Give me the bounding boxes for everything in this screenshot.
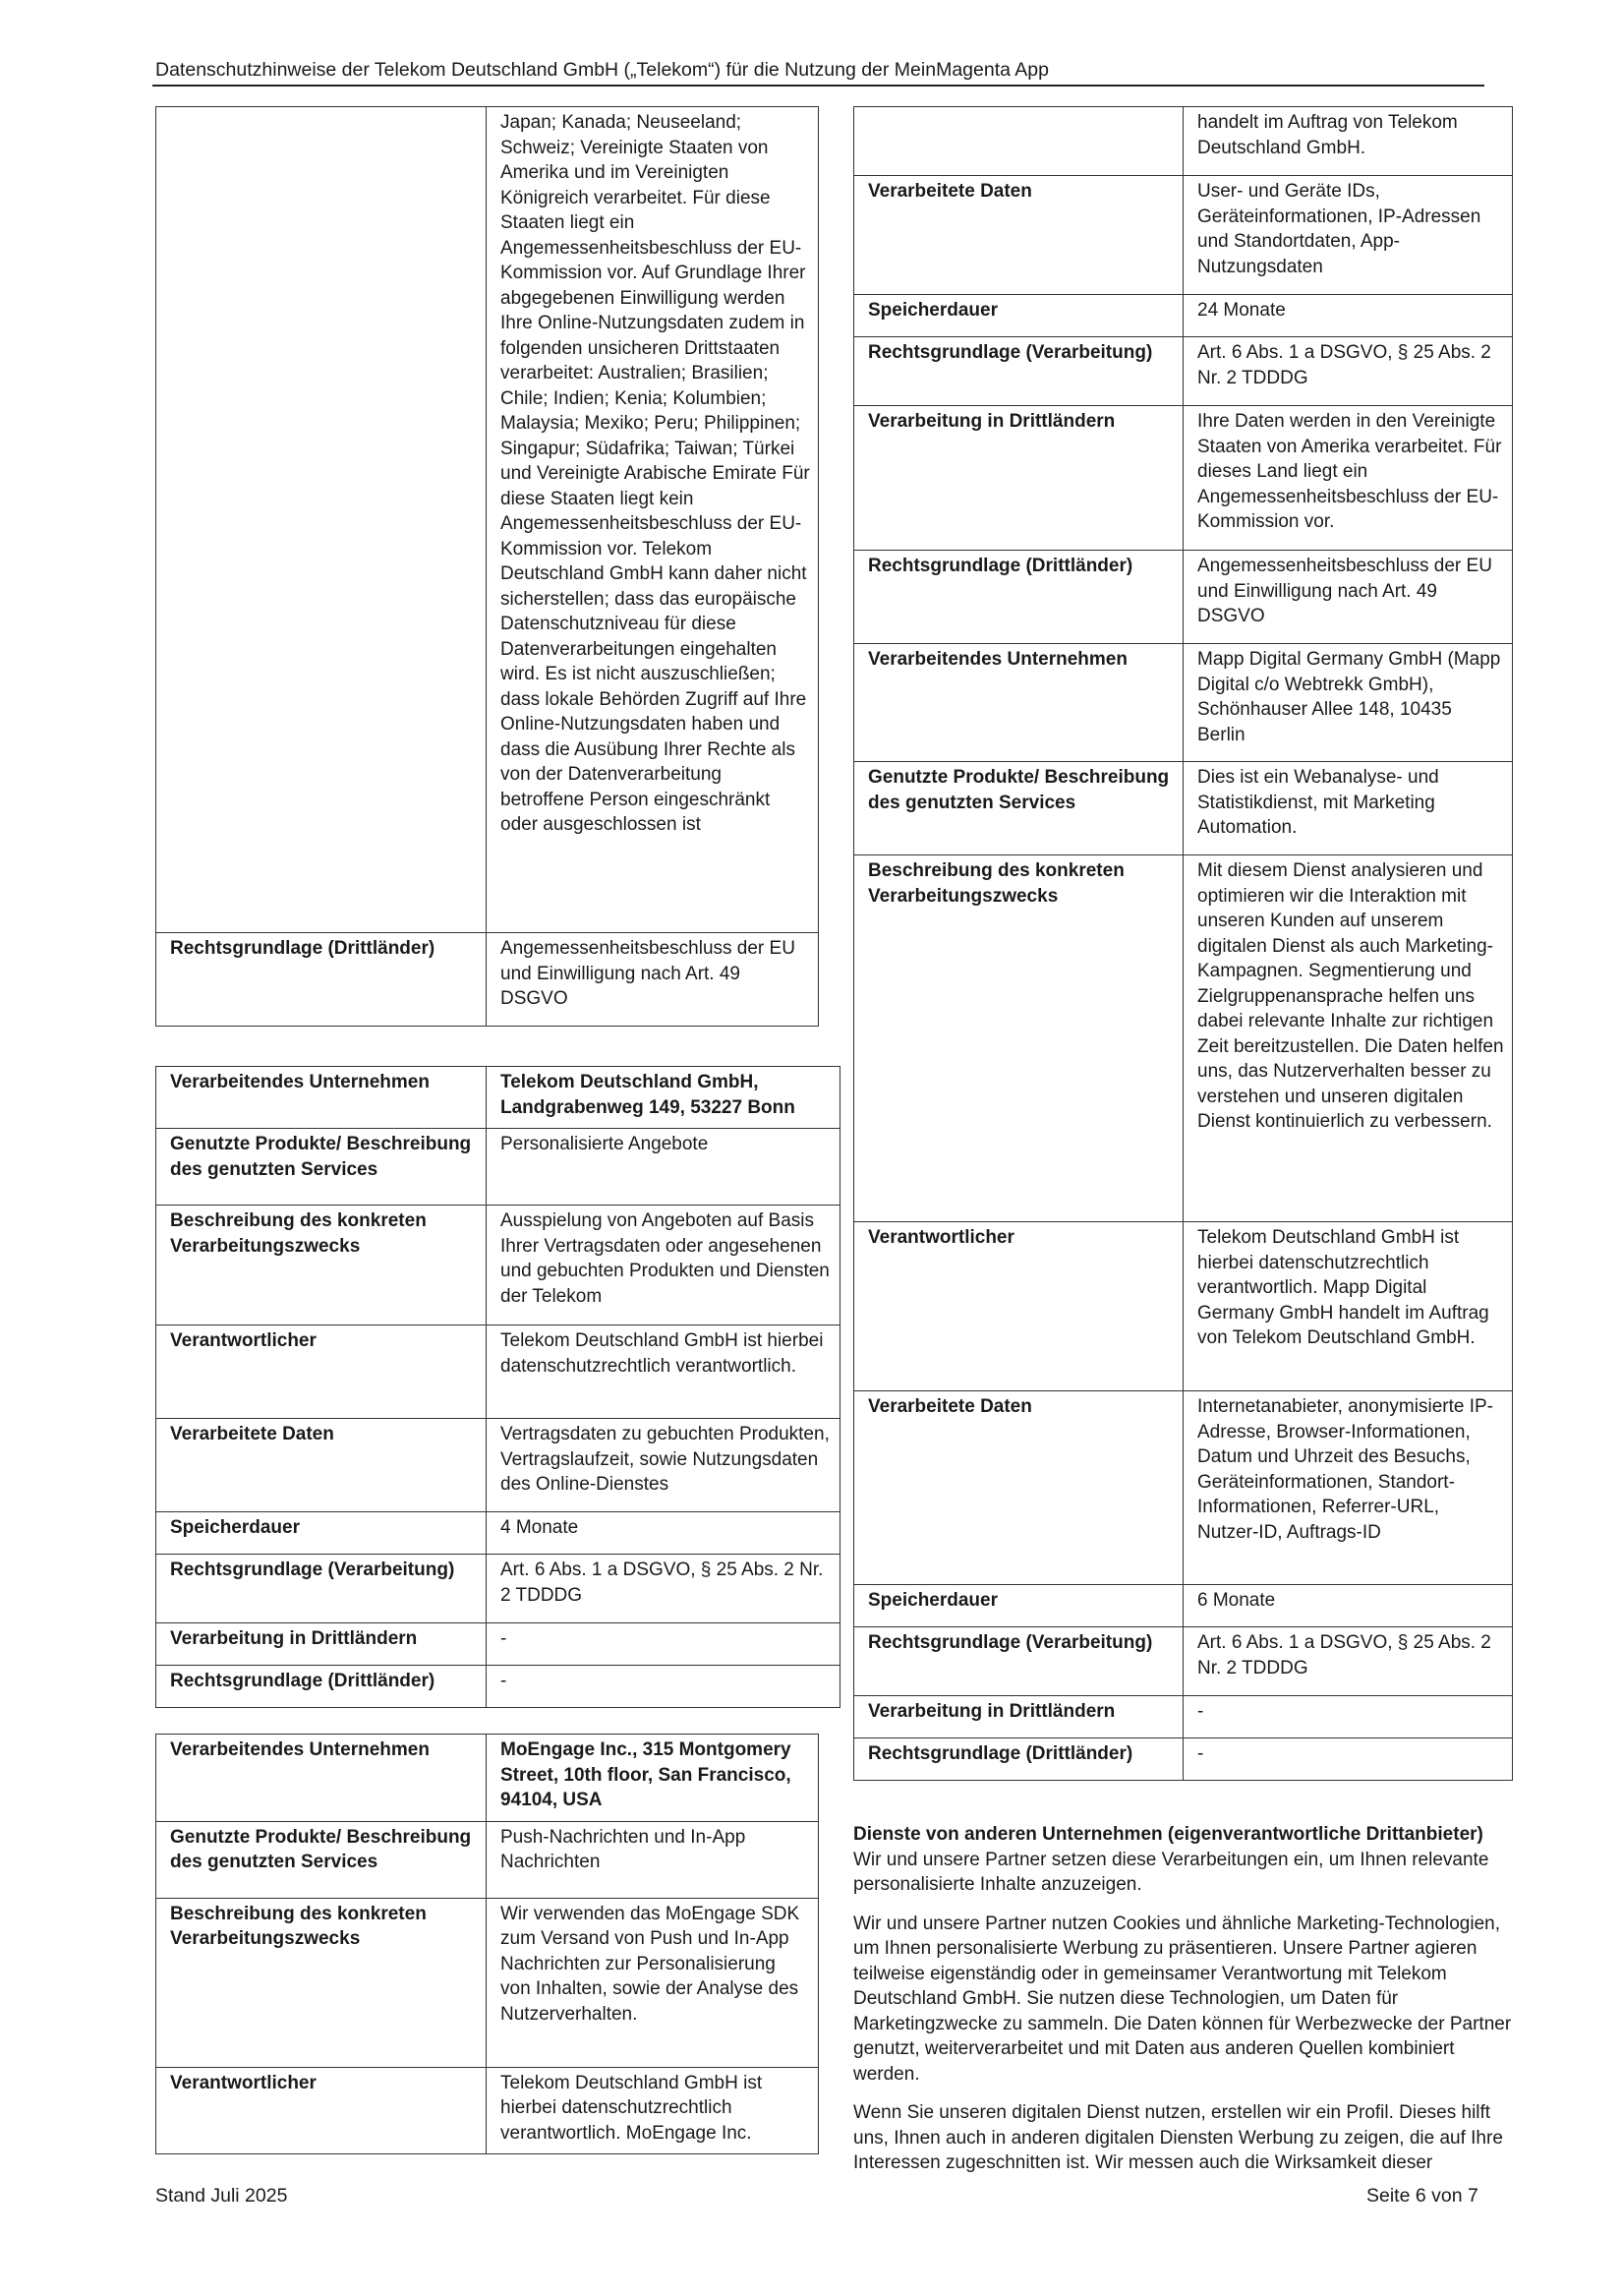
table-row [156, 1735, 819, 1822]
table-row [854, 551, 1513, 644]
table-row [156, 1666, 840, 1708]
right-table-mapp [853, 643, 1513, 1781]
left-table-moengage [155, 1734, 819, 2154]
table-key-cell: Rechtsgrundlage (Drittländer) [156, 1666, 487, 1708]
table-key-cell: Verarbeitung in Drittländern [156, 1623, 487, 1666]
table-value-cell: 4 Monate [487, 1512, 840, 1555]
table-key-cell: Speicherdauer [156, 1512, 487, 1555]
third-party-services-section [853, 1822, 1522, 2190]
table-row [156, 1898, 819, 2067]
table-value-cell: Wir verwenden das MoEngage SDK zum Versand von Push und In-App Nachrichten zur Personalisierung von Inhalten, sowie der Analyse des Nutzerverhalten. [487, 1898, 819, 2067]
table-key-cell: Speicherdauer [854, 295, 1184, 337]
table-row [854, 406, 1513, 551]
table-value-cell: Mapp Digital Germany GmbH (Mapp Digital c/o Webtrekk GmbH), Schönhauser Allee 148, 10435 Berlin [1184, 644, 1513, 762]
table-value-cell: Japan; Kanada; Neuseeland; Schweiz; Vereinigte Staaten von Amerika und im Vereinigten Königreich verarbeitet. Für diese Staaten liegt ein Angemessenheitsbeschluss der EU-Kommission vor. Auf Grundlage Ihrer abgegebenen Einwilligung werden Ihre Online-Nutzungsdaten zudem in folgenden unsicheren Drittstaaten verarbeitet: Australien; Brasilien; Chile; Indien; Kenia; Kolumbien; Malaysia; Mexiko; Peru; Philippinen; Singapur; Südafrika; Taiwan; Türkei und Vereinigte Arabische Emirate Für diese Staaten liegt kein Angemessenheitsbeschluss der EU-Kommission vor. Telekom Deutschland GmbH kann daher nicht sicherstellen; dass das europäische Datenschutzniveau für diese Datenverarbeitungen eingehalten wird. Es ist nicht auszuschließen; dass lokale Behörden Zugriff auf Ihre Online-Nutzungsdaten haben und dass die Ausübung Ihrer Rechte als von der Datenverarbeitung betroffene Person eingeschränkt oder ausgeschlossen ist [487, 107, 819, 933]
table-value-cell: Telekom Deutschland GmbH ist hierbei datenschutzrechtlich verantwortlich. [487, 1325, 840, 1419]
table-key-cell: Verarbeitete Daten [156, 1419, 487, 1512]
table-row [156, 933, 819, 1027]
table-key-cell: Verantwortlicher [156, 2067, 487, 2154]
table-row [854, 1222, 1513, 1391]
table-key-cell: Verarbeitung in Drittländern [854, 1696, 1184, 1738]
table-key-cell: Verarbeitete Daten [854, 1391, 1184, 1585]
right-table-continuation [853, 106, 1513, 644]
table-row [156, 1129, 840, 1206]
table-value-cell: 6 Monate [1184, 1585, 1513, 1627]
section-paragraph: Wir und unsere Partner nutzen Cookies und ähnliche Marketing-Technologien, um Ihnen personalisierte Werbung zu präsentieren. Unsere Partner agieren teilweise eigenständig oder in gemeinsamer Verantwortung mit Telekom Deutschland GmbH. Sie nutzen diese Technologien, um Daten für Marketingzwecke zu sammeln. Die Daten können für Werbezwecke der Partner genutzt, weiterverarbeitet und mit Daten aus anderen Quellen kombiniert werden. [853, 1913, 1512, 2085]
table-key-cell: Rechtsgrundlage (Drittländer) [854, 551, 1184, 644]
table-key-cell: Beschreibung des konkreten Verarbeitungszwecks [156, 1898, 487, 2067]
table-key-cell: Verarbeitung in Drittländern [854, 406, 1184, 551]
table-row [156, 1206, 840, 1325]
table-key-cell: Beschreibung des konkreten Verarbeitungszwecks [156, 1206, 487, 1325]
section-heading: Dienste von anderen Unternehmen (eigenverantwortliche Drittanbieter) [853, 1824, 1483, 1845]
table-row [854, 644, 1513, 762]
table-value-cell: - [1184, 1738, 1513, 1781]
table-value-cell: Dies ist ein Webanalyse- und Statistikdienst, mit Marketing Automation. [1184, 762, 1513, 855]
table-row [854, 1585, 1513, 1627]
table-value-cell: - [487, 1666, 840, 1708]
table-value-cell: Ausspielung von Angeboten auf Basis Ihrer Vertragsdaten oder angesehenen und gebuchten Produkten und Diensten der Telekom [487, 1206, 840, 1325]
table-row [854, 107, 1513, 176]
table-value-cell: MoEngage Inc., 315 Montgomery Street, 10th floor, San Francisco, 94104, USA [487, 1735, 819, 1822]
table-value-cell: 24 Monate [1184, 295, 1513, 337]
table-row [854, 1391, 1513, 1585]
table-value-cell: Push-Nachrichten und In-App Nachrichten [487, 1821, 819, 1898]
table-key-cell: Verarbeitete Daten [854, 176, 1184, 295]
table-row [156, 1325, 840, 1419]
table-key-cell: Verantwortlicher [156, 1325, 487, 1419]
table-value-cell: User- und Geräte IDs, Geräteinformationen, IP-Adressen und Standortdaten, App-Nutzungsdaten [1184, 176, 1513, 295]
table-key-cell: Rechtsgrundlage (Verarbeitung) [156, 1555, 487, 1623]
table-value-cell: Personalisierte Angebote [487, 1129, 840, 1206]
table-value-cell: Angemessenheitsbeschluss der EU und Einwilligung nach Art. 49 DSGVO [487, 933, 819, 1027]
table-value-cell: Art. 6 Abs. 1 a DSGVO, § 25 Abs. 2 Nr. 2 TDDDG [1184, 1627, 1513, 1696]
table-key-cell [854, 107, 1184, 176]
section-paragraph: Wenn Sie unseren digitalen Dienst nutzen, erstellen wir ein Profil. Dieses hilft uns, Ihnen auch in anderen digitalen Diensten Werbung zu zeigen, die auf Ihre Interessen zugeschnitten ist. Wir messen auch die Wirksamkeit dieser [853, 2102, 1503, 2173]
table-row [156, 1821, 819, 1898]
left-table-continuation [155, 106, 819, 1027]
table-value-cell: - [1184, 1696, 1513, 1738]
table-value-cell: Internetanabieter, anonymisierte IP-Adresse, Browser-Informationen, Datum und Uhrzeit des Besuchs, Geräteinformationen, Standort-Informationen, Referrer-URL, Nutzer-ID, Auftrags-ID [1184, 1391, 1513, 1585]
table-row [854, 295, 1513, 337]
header-divider [152, 85, 1484, 87]
table-row [156, 2067, 819, 2154]
table-value-cell: Art. 6 Abs. 1 a DSGVO, § 25 Abs. 2 Nr. 2 TDDDG [487, 1555, 840, 1623]
table-key-cell: Beschreibung des konkreten Verarbeitungszwecks [854, 855, 1184, 1222]
table-key-cell: Speicherdauer [854, 1585, 1184, 1627]
footer-page-number: Seite 6 von 7 [1366, 2185, 1478, 2207]
table-value-cell: Telekom Deutschland GmbH ist hierbei datenschutzrechtlich verantwortlich. Mapp Digital Germany GmbH handelt im Auftrag von Telekom Deutschland GmbH. [1184, 1222, 1513, 1391]
table-value-cell: handelt im Auftrag von Telekom Deutschland GmbH. [1184, 107, 1513, 176]
table-row [854, 1738, 1513, 1781]
table-row [156, 1555, 840, 1623]
table-key-cell: Genutzte Produkte/ Beschreibung des genutzten Services [156, 1821, 487, 1898]
table-row [156, 1512, 840, 1555]
table-key-cell: Genutzte Produkte/ Beschreibung des genutzten Services [156, 1129, 487, 1206]
table-value-cell: Telekom Deutschland GmbH, Landgrabenweg 149, 53227 Bonn [487, 1067, 840, 1129]
document-header-title: Datenschutzhinweise der Telekom Deutschland GmbH („Telekom“) für die Nutzung der MeinMagenta App [155, 59, 1049, 81]
table-key-cell: Rechtsgrundlage (Drittländer) [854, 1738, 1184, 1781]
table-value-cell: Telekom Deutschland GmbH ist hierbei datenschutzrechtlich verantwortlich. MoEngage Inc. [487, 2067, 819, 2154]
table-value-cell: Ihre Daten werden in den Vereinigte Staaten von Amerika verarbeitet. Für dieses Land liegt ein Angemessenheitsbeschluss der EU-Kommission vor. [1184, 406, 1513, 551]
table-key-cell [156, 107, 487, 933]
table-key-cell: Verarbeitendes Unternehmen [156, 1735, 487, 1822]
table-value-cell: Art. 6 Abs. 1 a DSGVO, § 25 Abs. 2 Nr. 2 TDDDG [1184, 337, 1513, 406]
table-row [854, 176, 1513, 295]
table-key-cell: Verarbeitendes Unternehmen [156, 1067, 487, 1129]
table-row [156, 1419, 840, 1512]
table-key-cell: Genutzte Produkte/ Beschreibung des genutzten Services [854, 762, 1184, 855]
table-row [854, 1627, 1513, 1696]
section-intro: Wir und unsere Partner setzen diese Verarbeitungen ein, um Ihnen relevante personalisierte Inhalte anzuzeigen. [853, 1849, 1489, 1895]
footer-date: Stand Juli 2025 [155, 2185, 288, 2207]
table-row [854, 337, 1513, 406]
table-value-cell: Mit diesem Dienst analysieren und optimieren wir die Interaktion mit unseren Kunden auf unserem digitalen Dienst als auch Marketing-Kampagnen. Segmentierung und Zielgruppenansprache helfen uns dabei relevante Inhalte zur richtigen Zeit bereitzustellen. Die Daten helfen uns, das Nutzerverhalten besser zu verstehen und unseren digitalen Dienst kontinuierlich zu verbessern. [1184, 855, 1513, 1222]
table-value-cell: Angemessenheitsbeschluss der EU und Einwilligung nach Art. 49 DSGVO [1184, 551, 1513, 644]
table-row [156, 1067, 840, 1129]
table-key-cell: Verarbeitendes Unternehmen [854, 644, 1184, 762]
table-key-cell: Rechtsgrundlage (Verarbeitung) [854, 1627, 1184, 1696]
table-key-cell: Rechtsgrundlage (Verarbeitung) [854, 337, 1184, 406]
table-row [854, 762, 1513, 855]
table-value-cell: Vertragsdaten zu gebuchten Produkten, Vertragslaufzeit, sowie Nutzungsdaten des Online-Dienstes [487, 1419, 840, 1512]
table-row [156, 107, 819, 933]
left-table-telekom [155, 1066, 840, 1708]
table-key-cell: Verantwortlicher [854, 1222, 1184, 1391]
table-row [854, 855, 1513, 1222]
table-row [156, 1623, 840, 1666]
table-row [854, 1696, 1513, 1738]
table-value-cell: - [487, 1623, 840, 1666]
table-key-cell: Rechtsgrundlage (Drittländer) [156, 933, 487, 1027]
